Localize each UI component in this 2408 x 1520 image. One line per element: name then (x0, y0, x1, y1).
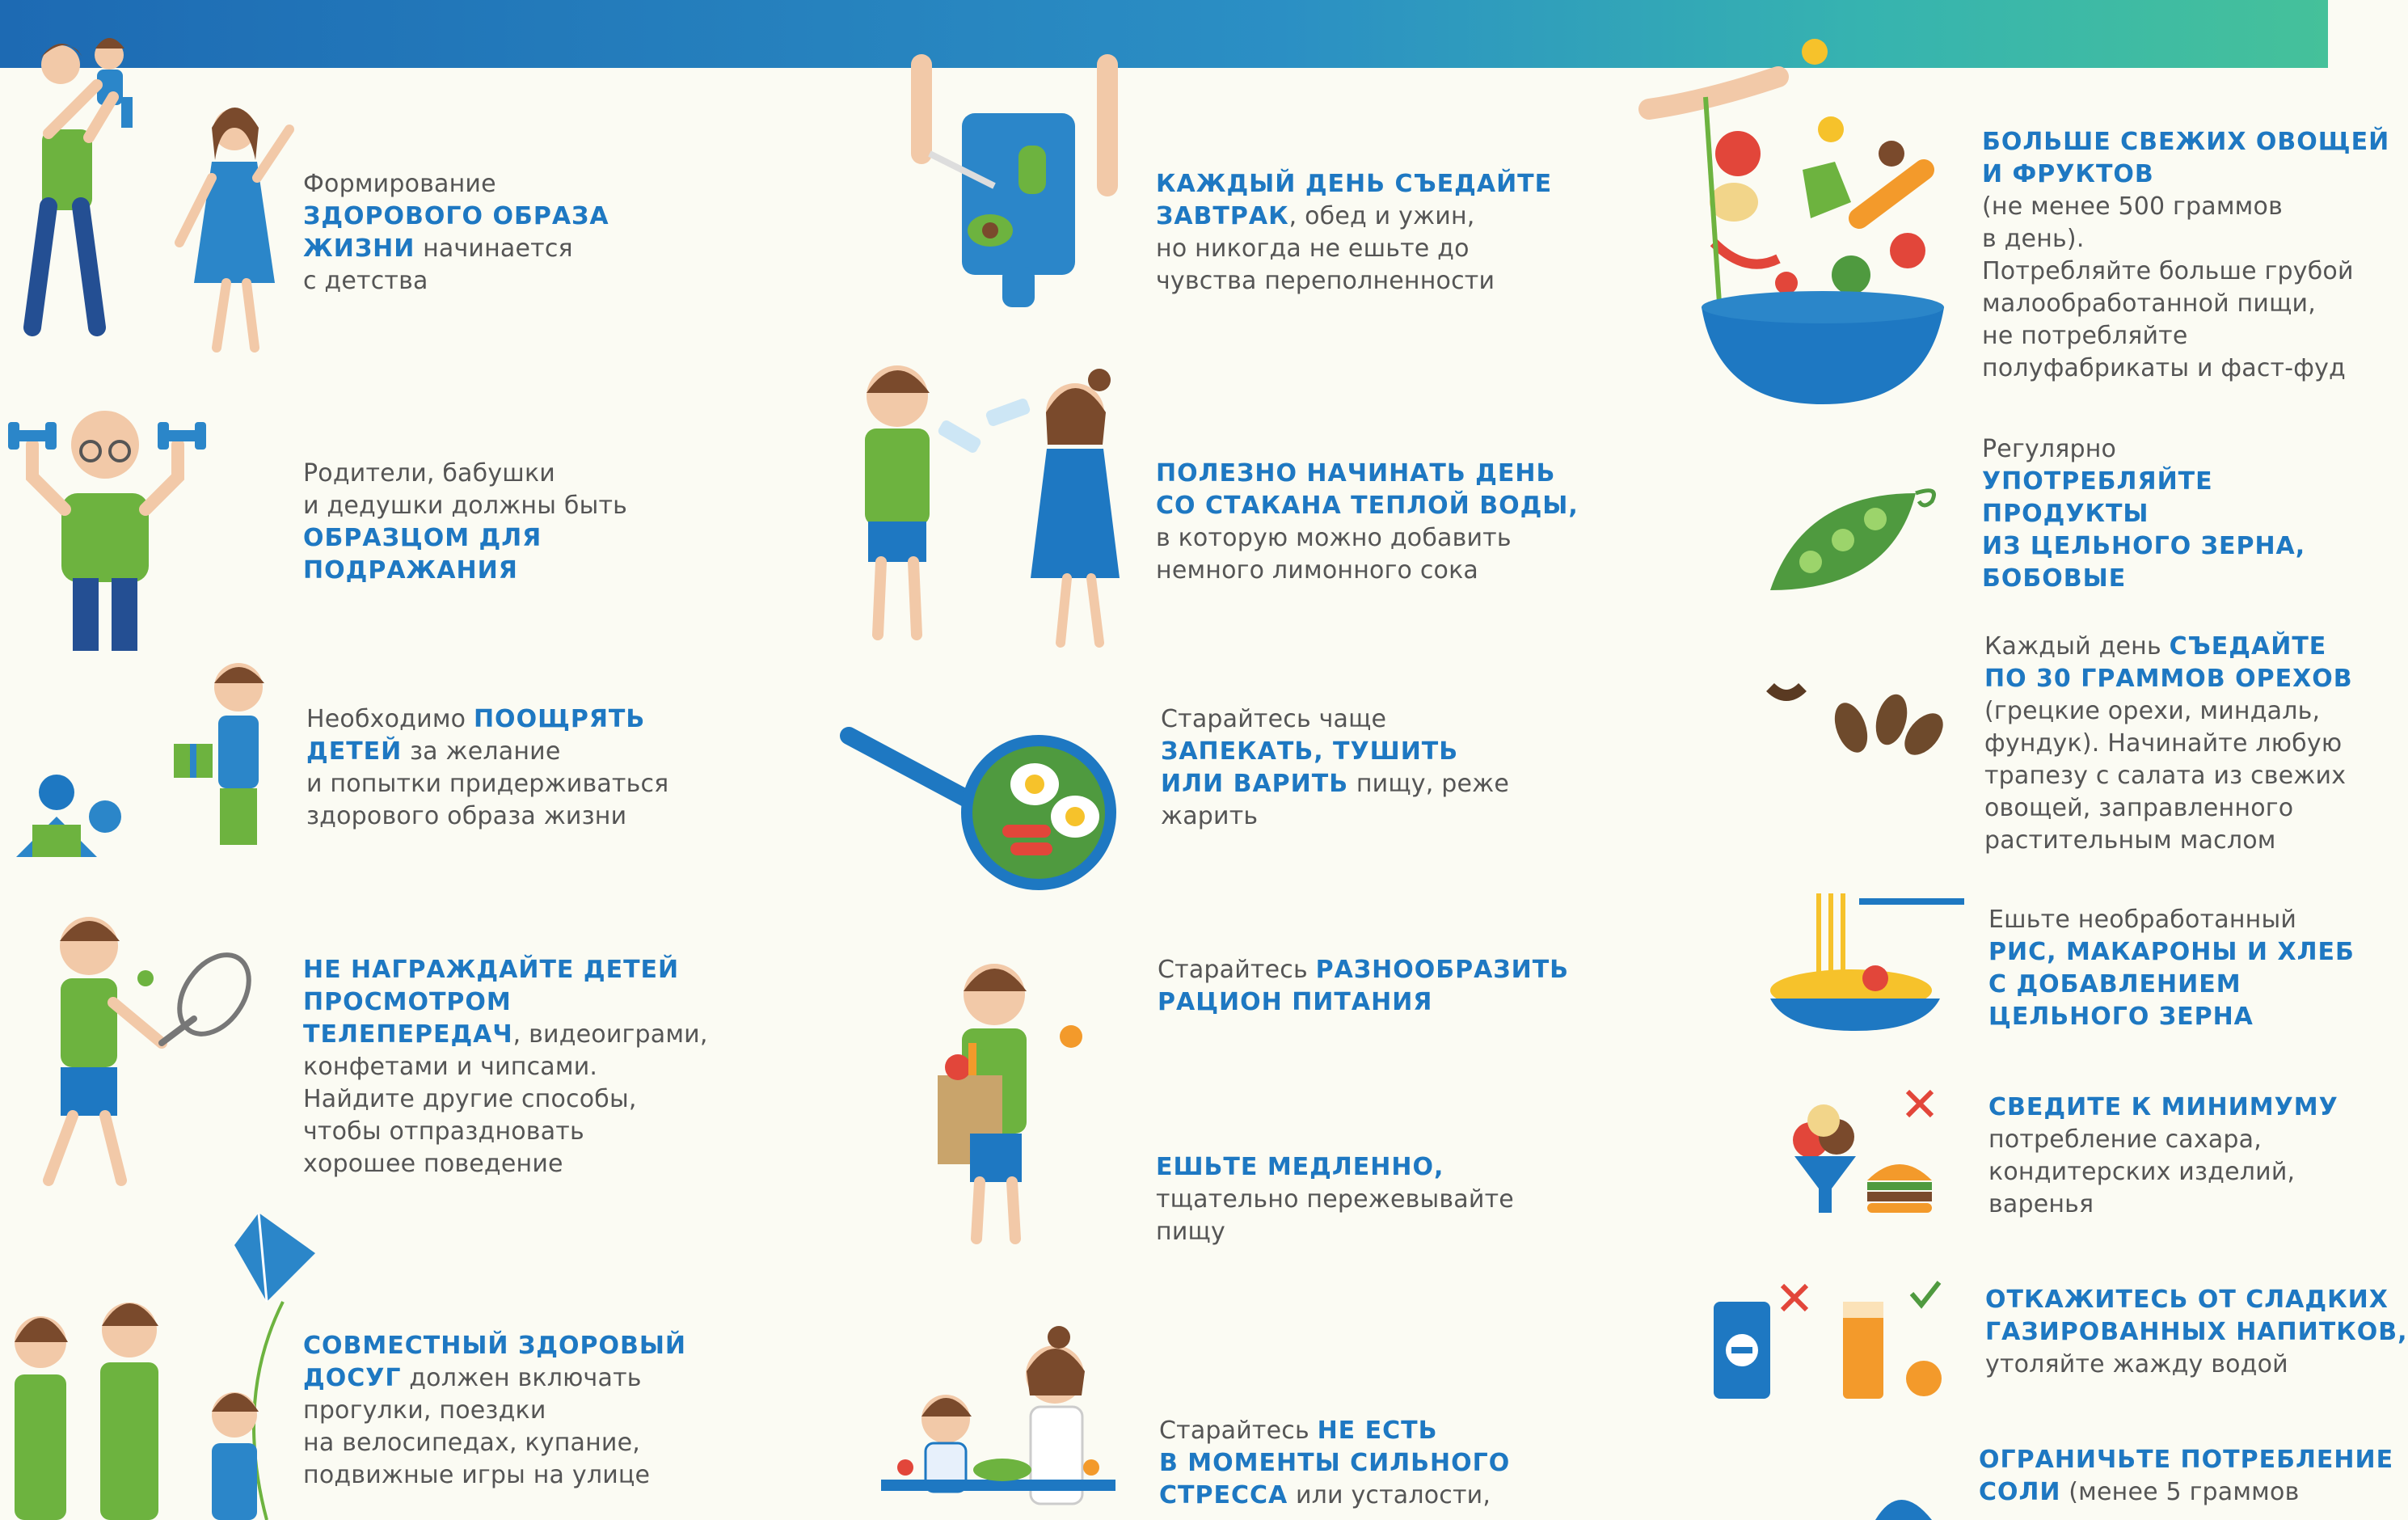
children-water-illustration (841, 348, 1148, 655)
tip-minimize-sugar: СВЕДИТЕ К МИНИМУМУ потребление сахара, кондитерских изделий, варенья (1988, 1093, 2338, 1218)
tip-healthy-lifestyle-from-childhood: Формирование ЗДОРОВОГО ОБРАЗА ЖИЗНИ начинается с детства (303, 170, 609, 295)
tip-nuts-daily: Каждый день СЪЕДАЙТЕ ПО 30 ГРАММОВ ОРЕХОВ (грецкие орехи, миндаль, фундук). Начинайте любую трапезу с салата из свежих овощей, заправленного растительным маслом (1984, 632, 2353, 855)
tip-whole-grain-pasta: Ешьте необработанный РИС, МАКАРОНЫ И ХЛЕБ С ДОБАВЛЕНИЕМ ЦЕЛЬНОГО ЗЕРНА (1988, 906, 2355, 1031)
boy-gift-illustration (8, 655, 275, 865)
tip-no-eating-under-stress: Старайтесь НЕ ЕСТЬ В МОМЕНТЫ СИЛЬНОГО СТРЕССА или усталости, (1159, 1417, 1511, 1509)
tip-limit-salt: ОГРАНИЧЬТЕ ПОТРЕБЛЕНИЕ СОЛИ (менее 5 граммов (1979, 1446, 2394, 1506)
frying-pan-illustration (841, 720, 1115, 897)
father-child-illustration (0, 16, 299, 356)
tip-warm-water: ПОЛЕЗНО НАЧИНАТЬ ДЕНЬ СО СТАКАНА ТЕПЛОЙ ВОДЫ, в которую можно добавить немного лимонного сока (1156, 459, 1579, 585)
cutting-board-illustration (913, 65, 1124, 307)
pasta-bowl-illustration (1770, 885, 1964, 1031)
pea-pod-illustration (1762, 469, 1948, 598)
boy-tennis-illustration (16, 906, 259, 1197)
tip-no-tv-rewards: НЕ НАГРАЖДАЙТЕ ДЕТЕЙ ПРОСМОТРОМ ТЕЛЕПЕРЕДАЧ, видеоиграми, конфетами и чипсами. Найдите другие способы, чтобы отпраздновать хорошее поведение (303, 956, 708, 1178)
nuts-illustration (1762, 663, 1948, 760)
tip-daily-breakfast: КАЖДЫЙ ДЕНЬ СЪЕДАЙТЕ ЗАВТРАК, обед и ужин, но никогда не ешьте до чувства переполненности (1156, 170, 1553, 295)
tip-cooking-methods: Старайтесь чаще ЗАПЕКАТЬ, ТУШИТЬ ИЛИ ВАРИТЬ пищу, реже жарить (1161, 705, 1510, 830)
tip-joint-leisure: СОВМЕСТНЫЙ ЗДОРОВЫЙ ДОСУГ должен включать прогулки, поездки на велосипедах, купание, подвижные игры на улице (303, 1332, 687, 1489)
tip-whole-grains-legumes: Регулярно УПОТРЕБЛЯЙТЕ ПРОДУКТЫ ИЗ ЦЕЛЬНОГО ЗЕРНА, БОБОВЫЕ (1982, 435, 2306, 593)
salt-shaker-illustration (1875, 1488, 1940, 1520)
mother-daughter-table-illustration (881, 1326, 1124, 1520)
dessert-burger-illustration (1786, 1083, 1940, 1221)
salad-bowl-illustration (1641, 32, 1980, 412)
boy-groceries-illustration (921, 954, 1099, 1253)
grandfather-dumbbells-illustration (8, 388, 218, 663)
tip-role-models: Родители, бабушки и дедушки должны быть ОБРАЗЦОМ ДЛЯ ПОДРАЖАНИЯ (303, 459, 628, 585)
tip-no-soda: ОТКАЖИТЕСЬ ОТ СЛАДКИХ ГАЗИРОВАННЫХ НАПИТКОВ, утоляйте жажду водой (1985, 1286, 2408, 1379)
drinks-illustration (1714, 1277, 1956, 1407)
tip-encourage-children: Необходимо ПООЩРЯТЬ ДЕТЕЙ за желание и попытки придерживаться здорового образа жизни (306, 705, 669, 830)
tip-eat-slowly: ЕШЬТЕ МЕДЛЕННО, тщательно пережевывайте пищу (1156, 1153, 1514, 1246)
tip-varied-diet: Старайтесь РАЗНООБРАЗИТЬ РАЦИОН ПИТАНИЯ (1158, 956, 1570, 1016)
tip-fresh-vegetables: БОЛЬШЕ СВЕЖИХ ОВОЩЕЙ И ФРУКТОВ (не менее 500 граммов в день). Потребляйте больше грубой малообработанной пищи, не потребляйте полуфабрикаты и фаст-фуд (1982, 128, 2390, 382)
